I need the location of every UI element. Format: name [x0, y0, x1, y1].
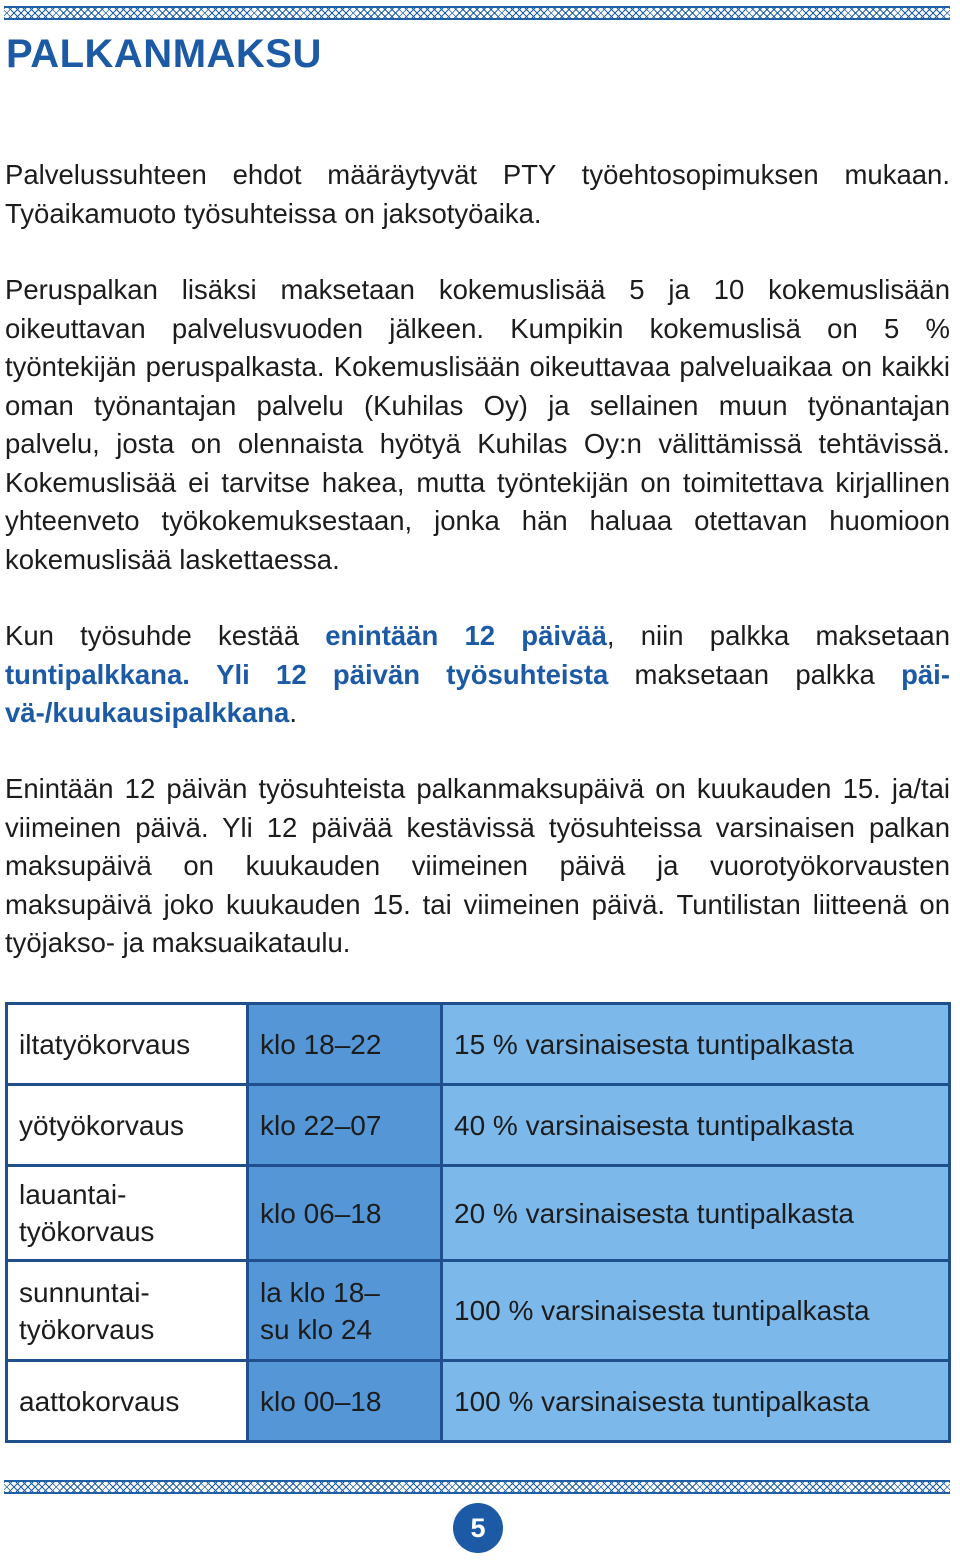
highlight-hourly-pay: tuntipalkkana.: [5, 658, 190, 690]
decorative-band-top: [4, 6, 950, 20]
text-span: .: [289, 697, 297, 728]
compensation-time: klo 00–18: [248, 1361, 442, 1442]
highlight-daily-monthly-pay: päivä-/kuukausipalkkana: [5, 658, 950, 728]
compensation-time: klo 06–18: [248, 1166, 442, 1261]
compensation-name: aattokorvaus: [7, 1361, 248, 1442]
paragraph-payday: Enintään 12 päivän työsuhteista palkanmaksupäivä on kuukauden 15. ja/tai viimeinen päivä. Yli 12 päivää kestävissä työsuhteissa varsinaisen palkan maksupäivä on kuukauden viimeinen päivä ja vuorotyökorvausten maksupäivä joko kuukauden 15. tai viimeinen päivä. Tuntilistan liitteenä on työjakso- ja maksuaikataulu.: [5, 773, 950, 958]
compensation-rate: 100 % varsinaisesta tuntipalkasta: [442, 1361, 950, 1442]
table-row: [7, 1261, 950, 1361]
paragraph-experience-bonus: Peruspalkan lisäksi maksetaan kokemuslisää 5 ja 10 kokemuslisään oikeuttavan palvelusvuoden jälkeen. Kumpikin kokemuslisä on 5 % työntekijän peruspalkasta. Kokemuslisään oikeuttavaa palveluaikaa on kaikki oman työnantajan palvelu (Kuhilas Oy) ja sellainen muun työnantajan palvelu, josta on olennaista hyötyä Kuhilas Oy:n välittämissä tehtävissä. Kokemuslisää ei tarvitse hakea, mutta työntekijän on toimitettava kirjallinen yhteenveto työkokemuksestaan, jonka hän haluaa otettavan huomioon kokemuslisää laskettaessa.: [5, 274, 950, 575]
compensation-table: [5, 1002, 951, 1443]
text-span: [190, 659, 216, 690]
text-span: Kun työsuhde kestää: [5, 620, 326, 651]
compensation-time: la klo 18– su klo 24: [248, 1261, 442, 1361]
compensation-rate: 40 % varsinaisesta tuntipalkasta: [442, 1085, 950, 1166]
compensation-name: sunnuntai- työkorvaus: [7, 1261, 248, 1361]
highlight-max-12-days: enintään 12 päivää: [325, 620, 607, 651]
compensation-name: iltatyökorvaus: [7, 1004, 248, 1085]
highlight-over-12-days: Yli 12 päivän työsuhteista: [216, 658, 609, 690]
table-row: [7, 1085, 950, 1166]
decorative-band-bottom: [4, 1480, 950, 1494]
compensation-name: lauantai- työkorvaus: [7, 1166, 248, 1261]
compensation-rate: 20 % varsinaisesta tuntipalkasta: [442, 1166, 950, 1261]
compensation-name: yötyökorvaus: [7, 1085, 248, 1166]
page-number-badge: 5: [453, 1503, 503, 1553]
table-row: [7, 1004, 950, 1085]
text-span: , niin palkka maksetaan: [606, 620, 950, 651]
compensation-time: klo 18–22: [248, 1004, 442, 1085]
paragraph-pay-type: [5, 617, 950, 733]
table-row: [7, 1166, 950, 1261]
page-title: PALKANMAKSU: [6, 32, 322, 76]
compensation-rate: 15 % varsinaisesta tuntipalkasta: [442, 1004, 950, 1085]
table-row: [7, 1361, 950, 1442]
compensation-rate: 100 % varsinaisesta tuntipalkasta: [442, 1261, 950, 1361]
paragraph-employment-terms: Palvelussuhteen ehdot määräytyvät PTY työehtosopimuksen mukaan. Työaikamuoto työsuhteissa on jaksotyöaika.: [5, 159, 950, 229]
text-span: maksetaan palkka: [608, 658, 902, 690]
compensation-time: klo 22–07: [248, 1085, 442, 1166]
